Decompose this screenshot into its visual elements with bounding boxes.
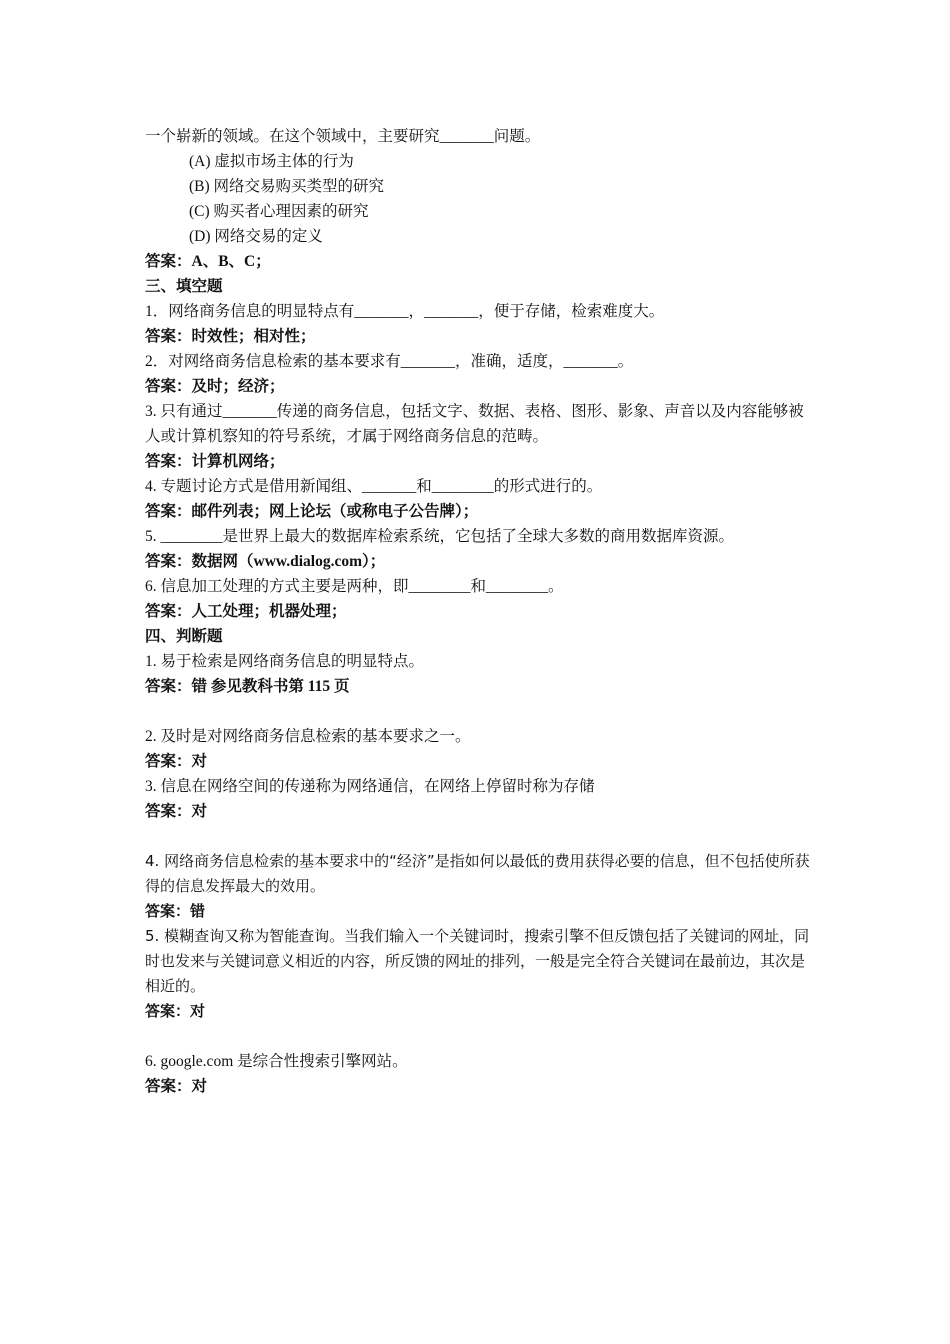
fill-answer-1: 答案：时效性；相对性； (145, 328, 316, 345)
judge-question-5: 5. 模糊查询又称为智能查询。当我们输入一个关键词时，搜索引擎不但反馈包括了关键词的网址，同时也发来与关键词意义相近的内容，所反馈的网址的排列，一般是完全符合关键词在最前边，其次是相近的。 (145, 927, 810, 995)
judge-answer-2: 答案：对 (145, 753, 208, 770)
judge-answer-3: 答案：对 (145, 803, 208, 820)
judge-answer-1: 答案：错 参见教科书第 115 页 (145, 678, 350, 695)
fill-answer-4: 答案：邮件列表；网上论坛（或称电子公告牌）； (145, 503, 479, 520)
fill-question-6: 6. 信息加工处理的方式主要是两种，即________和________。 (145, 578, 564, 595)
fill-answer-3: 答案：计算机网络； (145, 453, 285, 470)
section-title-fill-in: 三、填空题 (145, 278, 223, 295)
judge-answer-4: 答案：错 (145, 902, 206, 920)
fill-question-4: 4. 专题讨论方式是借用新闻组、_______和________的形式进行的。 (145, 478, 603, 495)
judge-answer-5: 答案：对 (145, 1002, 206, 1020)
fill-answer-2: 答案：及时；经济； (145, 378, 285, 395)
option-a: (A) 虚拟市场主体的行为 (189, 153, 354, 170)
option-c: (C) 购买者心理因素的研究 (189, 203, 369, 220)
judge-answer-6: 答案：对 (145, 1078, 208, 1095)
fill-question-1: 1．网络商务信息的明显特点有_______，_______，便于存储，检索难度大。 (145, 303, 665, 320)
fill-answer-6: 答案：人工处理；机器处理； (145, 603, 347, 620)
fill-question-2: 2．对网络商务信息检索的基本要求有_______，准确，适度，_______。 (145, 353, 634, 370)
option-b: (B) 网络交易购买类型的研究 (189, 178, 385, 195)
spacer (145, 699, 815, 724)
judge-question-2: 2. 及时是对网络商务信息检索的基本要求之一。 (145, 728, 471, 745)
judge-question-3: 3. 信息在网络空间的传递称为网络通信，在网络上停留时称为存储 (145, 778, 595, 795)
judge-question-1: 1. 易于检索是网络商务信息的明显特点。 (145, 653, 425, 670)
spacer (145, 824, 815, 849)
spacer (145, 1024, 815, 1049)
fill-answer-5: 答案：数据网（www.dialog.com）； (145, 553, 386, 570)
option-d: (D) 网络交易的定义 (189, 228, 323, 245)
section-title-true-false: 四、判断题 (145, 628, 223, 645)
judge-question-6: 6. google.com 是综合性搜索引擎网站。 (145, 1053, 408, 1070)
answer-multiple-choice: 答案：A、B、C； (145, 253, 271, 270)
judge-question-4: 4. 网络商务信息检索的基本要求中的“经济”是指如何以最低的费用获得必要的信息，但不包括使所获得的信息发挥最大的效用。 (145, 852, 810, 895)
fill-question-3: 3. 只有通过_______传递的商务信息，包括文字、数据、表格、图形、影象、声音以及内容能够被人或计算机察知的符号系统，才属于网络商务信息的范畴。 (145, 403, 804, 445)
fill-question-5: 5. ________是世界上最大的数据库检索系统，它包括了全球大多数的商用数据库资源。 (145, 528, 735, 545)
intro-line: 一个崭新的领域。在这个领域中，主要研究_______问题。 (145, 128, 541, 145)
document-page (145, 124, 815, 1099)
